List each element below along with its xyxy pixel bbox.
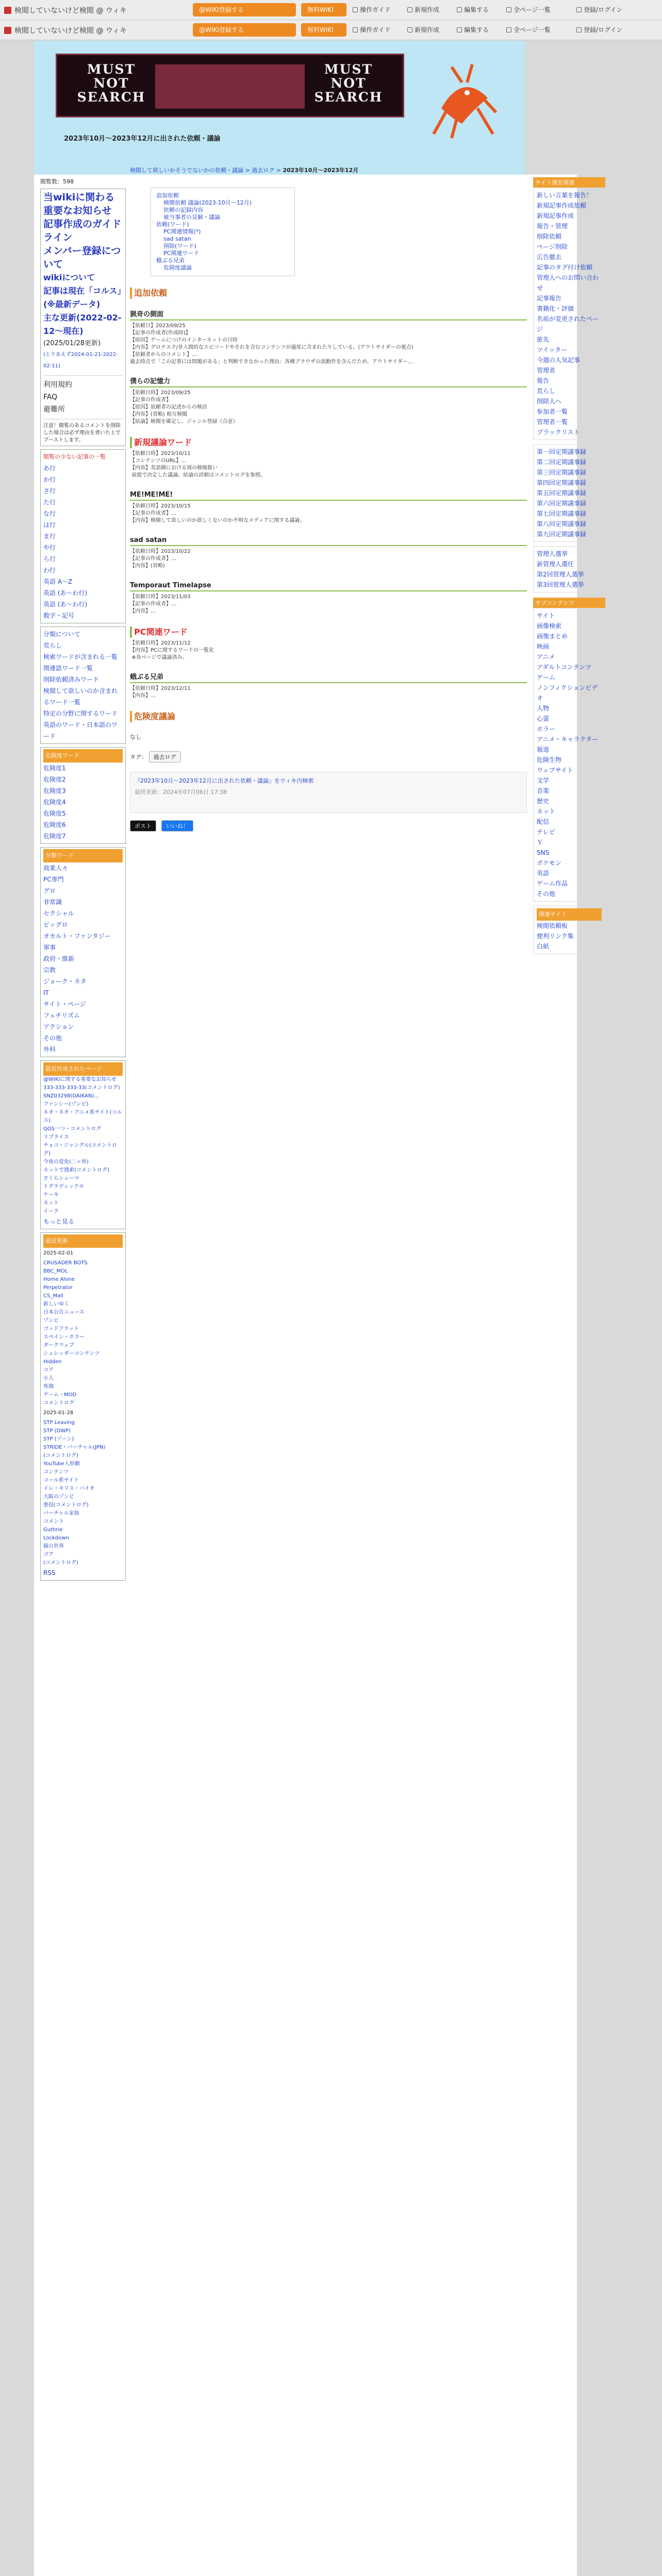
right-menu-item[interactable]: 今週の人気記事 (537, 357, 581, 364)
section-body: 【依頼日】2023/09/25 【記事の作成者(作成時)】 【原因】ゲームにつけのインターネットの日時 【内容】グロテスク/非人間的なエピソードやそれを含むコンテンツが過度に含まれたりしている。(アウトサイダーの視点) 【依頼者からのコメント】… 過去時点で「この記事には問題がある」と判断できなかった理由：各種ブラウザの誤動作を含んだため、アウトサイダー… (130, 323, 413, 365)
recent-update-item[interactable]: スペイン・ホラー (43, 1334, 85, 1340)
section-heading: 追加依頼 (130, 287, 527, 299)
sns-buttons (130, 820, 527, 832)
content-section (130, 490, 527, 524)
right-menu-item[interactable]: 削除人へ (537, 398, 562, 405)
meeting-item[interactable]: 第五回定期議事録 (537, 489, 587, 497)
category-word-item[interactable]: PC専門 (43, 876, 64, 883)
content-section (130, 581, 527, 615)
subcontent-item[interactable]: 文学 (537, 777, 550, 784)
breadcrumb-current: 2023年10月〜2023年12月 (283, 167, 359, 174)
breadcrumb-2[interactable]: 過去ログ (252, 167, 275, 174)
kana-en3[interactable]: 英語 (あ〜わ行) (43, 601, 88, 608)
login-icon (576, 27, 582, 32)
subcontent-item[interactable]: ゲーム (537, 674, 556, 681)
subcontent-item[interactable]: 映画 (537, 643, 550, 650)
recent-update-item[interactable]: ゴッドフラット (43, 1326, 79, 1332)
content-section (130, 437, 527, 479)
right-menu-item[interactable]: 荒らし (537, 387, 556, 395)
wiki-register-button-2[interactable]: @WIKI登録する (193, 23, 296, 37)
new-page-item[interactable]: ファンシー(ゾンビ) (43, 1101, 89, 1107)
toc-item[interactable]: 蛾ぶる兄弟 (156, 257, 185, 264)
danger-3[interactable]: 危険度3 (43, 787, 66, 794)
sections (130, 287, 527, 722)
subcontent-item[interactable]: アニメ (537, 653, 555, 660)
main-content (130, 166, 527, 832)
counter: 閲覧数：598 (40, 177, 126, 185)
kana-index (40, 449, 126, 623)
recent-update-item[interactable]: 大阪のゾンビ (43, 1494, 74, 1500)
recent-title: 最近更新 (43, 1234, 123, 1248)
kana-wa[interactable]: わ行 (43, 567, 56, 574)
right-menu-item[interactable]: 新規記事作成依頼 (537, 202, 587, 209)
recent-update-item[interactable]: CRUSADER BOTS (43, 1260, 88, 1266)
right-menu-item[interactable]: 記事のタグ付け依頼 (537, 264, 593, 271)
guide-icon (353, 27, 358, 32)
recent-list-2 (43, 1419, 123, 1567)
new-page-item[interactable]: チョコ・ジャングル(コメントログ) (43, 1143, 117, 1157)
recent-update-item[interactable]: Lockdown (43, 1535, 69, 1541)
right-menu-item[interactable]: 削除依頼 (537, 233, 562, 240)
category-word-item[interactable]: 外科 (43, 1046, 56, 1053)
free-wiki-button-2[interactable]: 無料WIKI (301, 23, 346, 37)
warning-note: 注意！閲覧のあるコメントを削除した場合は必ず理由を書いた上でブーストします。 (43, 423, 121, 443)
subcontent-item[interactable]: 音楽 (537, 787, 550, 794)
right-menu-item[interactable]: ブラックリスト (537, 429, 580, 436)
new-pages (40, 1060, 126, 1229)
recent-update-item[interactable]: Perpetrator (43, 1285, 73, 1291)
subcontent-item[interactable]: アダルトコンテンツ (537, 664, 592, 671)
recent-update-item[interactable]: ダークウェブ (43, 1343, 74, 1348)
nav-about[interactable]: wikiについて (43, 273, 95, 282)
category-word-item[interactable]: 政府・維新 (43, 955, 75, 962)
guide-icon (353, 7, 358, 12)
recent-update-item[interactable]: ゲーム・MOD (43, 1392, 77, 1398)
new-page-item[interactable]: ネオ・ネオ・アニメ系サイト(コルス) (43, 1110, 122, 1124)
new-page-icon (407, 7, 412, 12)
section-heading: 新規議論ワード (130, 437, 527, 448)
content-section (130, 536, 527, 570)
recent-update-item[interactable]: コール系サイト (43, 1478, 79, 1483)
new-page-item[interactable]: 今夜の変化(二ヶ所) (43, 1159, 89, 1165)
toc-item[interactable]: 被当事者の見解・議論 (163, 214, 220, 221)
recent-update-item[interactable]: Home Alone (43, 1277, 75, 1282)
recent-update-item[interactable]: CS_Mall (43, 1293, 63, 1299)
section-heading: Temporaut Timelapse (130, 581, 527, 591)
related-links-title: 関連サイト (537, 908, 602, 921)
subcontent-item[interactable]: 危険生物 (537, 756, 562, 764)
subcontent-item[interactable]: 歴史 (537, 798, 550, 805)
recent-update-item[interactable]: 新しいゆく (43, 1301, 69, 1307)
section-body: 【依頼日時】2023/12/11 【内容】… (130, 686, 191, 699)
category-word-item[interactable]: 宗教 (43, 967, 56, 974)
sitemap-faq[interactable]: FAQ (43, 393, 58, 401)
right-election-list (533, 546, 605, 592)
meeting-item[interactable]: 第六回定期議事録 (537, 500, 587, 507)
subcontent-item[interactable]: ポケモン (537, 859, 562, 867)
cat-related[interactable]: 関連語ワード一覧 (43, 665, 93, 672)
subcontent-item[interactable]: 人物 (537, 705, 550, 712)
category-word-item[interactable]: フェチリズム (43, 1012, 80, 1019)
meeting-item[interactable]: 第一回定期議事録 (537, 448, 587, 455)
kana-en2[interactable]: 英語 (あ〜わ行) (43, 589, 88, 597)
wiki-search-link[interactable]: 『2023年10月〜2023年12月に出された依頼・議論』をウィキ内検索 (135, 777, 314, 784)
content-section (130, 287, 527, 299)
kana-a[interactable]: あ行 (43, 465, 56, 472)
logo-graphic (155, 64, 305, 109)
new-page-item[interactable]: 333-333-333-33(コメントログ) (43, 1085, 120, 1091)
right-menu-item[interactable]: ページ削除 (537, 243, 568, 250)
section-heading: 危険度議論 (130, 711, 527, 722)
logo-text-right: MUST NOT SEARCH (314, 62, 383, 105)
right-menu-item[interactable]: 名前が変更されたページ (537, 315, 599, 333)
recent-update-item[interactable]: 鏡の世界 (43, 1544, 64, 1549)
left-menu (40, 189, 126, 446)
kana-num[interactable]: 数字・記号 (43, 612, 75, 619)
top-bar-secondary (0, 20, 662, 40)
crab-mascot-icon (431, 62, 497, 139)
toc-item[interactable]: 削除(ワード) (163, 243, 196, 249)
kana-en[interactable]: 英語 A〜Z (43, 578, 73, 585)
cat-deleted[interactable]: 削除依頼済みワード (43, 676, 100, 683)
recent-update-item[interactable]: コア (43, 1367, 54, 1373)
new-page-item[interactable]: トグラディックホ (43, 1184, 84, 1190)
recent-list (43, 1259, 123, 1408)
newpages-list (43, 1076, 123, 1216)
election-item[interactable]: 管理人選挙 (537, 550, 568, 557)
section-body: 【依頼日時】2023/10/11 【コンテンツのURL】… 【内容】英語圏における別の検閲扱い 前提で決定した議論。結論の詳細はコメントログを参照。 (130, 451, 266, 478)
toc-item[interactable]: PC関連ワード (163, 250, 200, 257)
recent-update-item[interactable]: 死傷 (43, 1384, 54, 1389)
newpages-title: 最近作成されたページ (43, 1062, 123, 1076)
section-heading: 僕らの記憶力 (130, 377, 527, 387)
tool-all-pages[interactable]: 全ページ一覧 (506, 5, 551, 14)
tool-all-pages-2[interactable]: 全ページ一覧 (506, 25, 551, 34)
breadcrumb-1[interactable]: 検閲して欲しいかそうでないかの依頼・議論 (130, 167, 243, 174)
right-menu-item[interactable]: 管理者 (537, 367, 556, 374)
danger-list (40, 747, 126, 844)
kana-na[interactable]: な行 (43, 510, 56, 517)
category-word-item[interactable]: グロ (43, 887, 56, 894)
toc-item[interactable]: 依頼の記録内容 (163, 207, 203, 213)
meeting-item[interactable]: 第四回定期議事録 (537, 479, 587, 486)
kana-ma[interactable]: ま行 (43, 533, 56, 540)
tag-label: タグ： (130, 754, 147, 760)
cat-lang[interactable]: 英語のワード・日本語のワード (43, 721, 118, 740)
post-button[interactable]: ポスト (130, 820, 156, 832)
kana-ka[interactable]: か行 (43, 476, 56, 483)
right-menu-item[interactable]: 報告・管理 (537, 223, 568, 230)
toc-item[interactable]: 危険度議論 (163, 264, 192, 271)
edit-icon (457, 27, 462, 32)
recent-update-item[interactable]: コンテンツ (43, 1469, 69, 1475)
nav-guideline[interactable]: 記事作成のガイドライン (43, 218, 122, 243)
danger-7[interactable]: 危険度7 (43, 833, 66, 840)
section-body: 【依頼日時】2023/11/03 【記事の作成者】… 【内容】… (130, 594, 191, 614)
right-menu-item[interactable]: 報告 (537, 377, 550, 384)
kana-ha[interactable]: は行 (43, 521, 56, 529)
subcontent-item[interactable]: ホラー (537, 725, 556, 733)
related-link-item[interactable]: 検閲依頼板 (537, 922, 568, 929)
recent-update-item[interactable]: イレ・キリス・バイオ (43, 1486, 95, 1492)
cat-troll[interactable]: 荒らし (43, 642, 62, 649)
content-section (130, 673, 527, 700)
danger-1[interactable]: 危険度1 (43, 765, 66, 772)
subcontent-item[interactable]: その他 (537, 890, 556, 897)
recent-date-2: 2025-01-28 (43, 1410, 74, 1416)
category-word-item[interactable]: ジョーク・ネタ (43, 978, 87, 985)
subcontent-item[interactable]: Ｙ (537, 839, 543, 846)
category-word-item[interactable]: オカルト・ファンタジー (43, 933, 111, 940)
subcontent-item[interactable]: 心霊 (537, 715, 550, 722)
recent-update-item[interactable]: Hidden (43, 1359, 62, 1365)
recent-update-item[interactable]: 悪役(コメントログ) (43, 1502, 89, 1508)
subcontent-item[interactable]: ノンフィクションビデオ (537, 684, 598, 702)
new-page-item[interactable]: ネットで捜索(コメントログ) (43, 1167, 109, 1173)
sitemap-terms[interactable]: 利用規約 (43, 381, 72, 389)
recent-update-item[interactable]: 小人 (43, 1376, 54, 1381)
meeting-item[interactable]: 第二回定期議事録 (537, 459, 587, 466)
danger-4[interactable]: 危険度4 (43, 799, 66, 806)
content-section (130, 711, 527, 722)
kana-title: 閲覧の少ない記事の一覧 (43, 453, 106, 460)
tool-guide-2[interactable]: 操作ガイド (353, 25, 391, 34)
content-section (130, 377, 527, 426)
list-icon (506, 7, 511, 12)
catwords-title: 分類ワード (43, 849, 123, 862)
right-menu-item[interactable]: 新規記事作成 (537, 212, 574, 219)
recent-update-item[interactable]: STP (DWP) (43, 1428, 71, 1434)
note: なし (130, 734, 141, 740)
new-page-item[interactable]: SNZ03298(DAIKAN)... (43, 1093, 99, 1099)
cat-field[interactable]: 特定の分野に関するワード (43, 710, 118, 717)
category-word-item[interactable]: その他 (43, 1035, 62, 1042)
right-menu-item[interactable]: 参加者一覧 (537, 408, 568, 415)
recent-update-item[interactable]: 日本公告ニュース (43, 1310, 85, 1315)
tool-edit[interactable]: 編集する (457, 5, 489, 14)
recent-update-item[interactable]: ゾンビ (43, 1318, 59, 1324)
recent-update-item[interactable]: STP Leaving (43, 1420, 75, 1426)
category-word-item[interactable]: IT (43, 989, 49, 996)
table-of-contents (151, 188, 295, 276)
new-page-icon (407, 27, 412, 32)
update-info[interactable]: (とりあえず2024-01-21-2022-02-11) (43, 352, 118, 369)
section-heading: PC関連ワード (130, 626, 527, 638)
recent-update-item[interactable]: ゴア (43, 1552, 54, 1557)
election-item[interactable]: 第3回管理人選挙 (537, 581, 584, 588)
meeting-item[interactable]: 第八回定期議事録 (537, 520, 587, 528)
cat-censor[interactable]: 検閲して欲しいのか含まれるワード一覧 (43, 687, 118, 706)
election-item[interactable]: 第2回管理人選挙 (537, 571, 584, 578)
left-sidebar (40, 177, 126, 1581)
tag-button[interactable]: 過去ログ (149, 751, 181, 762)
category-words (40, 847, 126, 1057)
free-wiki-button[interactable]: 無料WIKI (301, 3, 346, 16)
recent-update-item[interactable]: BBC_MOL (43, 1268, 68, 1274)
category-word-item[interactable]: アクション (43, 1023, 74, 1030)
kana-ya[interactable]: や行 (43, 544, 56, 551)
tool-new[interactable]: 新規作成 (407, 5, 439, 14)
site-icon (4, 7, 11, 14)
recent-updates (40, 1232, 126, 1581)
search-link-box (130, 772, 527, 813)
election-item[interactable]: 新管理人選任 (537, 561, 574, 568)
tag-line (130, 751, 527, 762)
recent-update-item[interactable]: コメントログ (43, 1400, 74, 1406)
tool-guide[interactable]: 操作ガイド (353, 5, 391, 14)
subcontent-item[interactable]: 配信 (537, 818, 550, 825)
top-bar (0, 0, 662, 20)
subcontent-title: サブコンテンツ (533, 598, 605, 608)
danger-2[interactable]: 危険度2 (43, 776, 66, 783)
section-body: 【依頼日時】2023/10/15 【記事の作成者】… 【内容】検閲して欲しいのか欲しくないのか不明なメディアに関する議論。 (130, 503, 305, 523)
subcontent-item[interactable]: 画像まとめ (537, 633, 568, 640)
recent-update-item[interactable]: STRIDE・バーチャル(JPN) (43, 1445, 106, 1450)
nav-updates[interactable]: 主な更新(2022-02-12〜現在) (43, 313, 122, 336)
subcontent-item[interactable]: 報道 (537, 746, 550, 753)
danger-title: 危険度ワード (43, 749, 123, 762)
subcontent-item[interactable]: 英語 (537, 870, 550, 877)
rss-link[interactable]: RSS (43, 1569, 56, 1577)
danger-6[interactable]: 危険度6 (43, 821, 66, 828)
more-link[interactable]: もっと見る (43, 1218, 75, 1225)
subcontent-item[interactable]: テレビ (537, 828, 555, 836)
new-page-item[interactable]: さくらシューマ (43, 1176, 79, 1181)
meeting-item[interactable]: 第三回定期議事録 (537, 469, 587, 476)
wiki-register-button[interactable]: @WIKI登録する (193, 3, 296, 16)
subcontent-item[interactable]: ゲーム作品 (537, 880, 568, 887)
new-page-item[interactable]: ネット (43, 1200, 59, 1206)
subcontent-item[interactable]: ネット (537, 808, 556, 815)
content-section (130, 310, 527, 366)
right-menu-item[interactable]: 管理人へのお問い合わせ (537, 274, 599, 292)
logo-text-left: MUST NOT SEARCH (77, 62, 146, 105)
list-icon (506, 27, 511, 32)
catwords-list (43, 862, 123, 1055)
recent-update-item[interactable]: コメント (43, 1519, 64, 1524)
section-heading: 猟奇の側面 (130, 310, 527, 320)
recent-update-item[interactable]: YouTube人形劇 (43, 1461, 80, 1467)
section-heading: sad satan (130, 536, 527, 546)
site-logo[interactable] (56, 54, 404, 117)
kana-sa[interactable]: さ行 (43, 487, 56, 495)
right-menu (533, 188, 605, 440)
subcontent-item[interactable]: 画像検索 (537, 622, 562, 630)
last-update: 最終更新：2024年07月06日 17:38 (135, 789, 227, 795)
recent-update-item[interactable]: バーチャル家族 (43, 1511, 79, 1516)
nav-member[interactable]: メンバー登録について (43, 245, 121, 270)
new-page-item[interactable]: QOS一つ・コメントログ (43, 1126, 102, 1132)
category-word-item[interactable]: セクシャル (43, 910, 74, 917)
tool-new-2[interactable]: 新規作成 (407, 25, 439, 34)
site-name-2[interactable]: 検閲していないけど検閲 @ ウィキ (4, 25, 127, 36)
recent-update-item[interactable]: シュレッダーコンテンツ (43, 1351, 100, 1357)
right-menu-item[interactable]: 新しい言葉を報告！ (537, 192, 593, 199)
toc-item[interactable]: PC関連情報(*) (163, 228, 201, 235)
right-sidebar (533, 177, 605, 954)
new-page-item[interactable]: イーク (43, 1209, 59, 1214)
related-link-item[interactable]: 白紙 (537, 943, 550, 950)
category-word-item[interactable]: 非常識 (43, 899, 62, 906)
recent-update-item[interactable]: Guthrie (43, 1527, 63, 1533)
site-name[interactable]: 検閲していないけど検閲 @ ウィキ (4, 5, 127, 15)
tool-login[interactable]: 登録/ログイン (576, 5, 622, 14)
category-word-item[interactable]: サイト・ページ (43, 1001, 86, 1008)
meeting-item[interactable]: 第九回定期議事録 (537, 531, 587, 538)
subcontent-item[interactable]: SNS (537, 849, 550, 856)
tool-login-2[interactable]: 登録/ログイン (576, 25, 622, 34)
new-page-item[interactable]: ケーキ (43, 1192, 59, 1198)
category-nav (40, 626, 126, 744)
kana-ta[interactable]: た行 (43, 499, 56, 506)
kana-ra[interactable]: ら行 (43, 555, 56, 563)
section-body: 【依頼日時】2023/09/25 【記事の作成者】 【原因】依頼者の記述からの検討 【内容】(省略) 相互検閲 【結論】検閲を確定し、ジャンル登録（合意） (130, 390, 238, 425)
toc-item[interactable]: 依頼(ワード) (156, 221, 189, 228)
category-word-item[interactable]: 軍事 (43, 944, 56, 951)
new-page-item[interactable]: @WIKIに関する重要なお知らせ (43, 1077, 117, 1082)
related-link-item[interactable]: 便利リンク集 (537, 933, 574, 940)
edit-icon (457, 7, 462, 12)
login-icon (576, 7, 582, 12)
recent-update-item[interactable]: (コメントログ) (43, 1453, 78, 1459)
meeting-item[interactable]: 第七回定期議事録 (537, 510, 587, 517)
section-body: 【依頼日時】2023/11/12 【内容】PCに関するワードの一覧化 ※各ページで議論済み。 (130, 640, 214, 660)
recent-date-1: 2025-02-01 (43, 1250, 74, 1256)
category-word-item[interactable]: 商業人々 (43, 865, 69, 872)
cat-search[interactable]: 検索ワードが含まれる一覧 (43, 653, 118, 660)
tool-edit-2[interactable]: 編集する (457, 25, 489, 34)
nav-notice[interactable]: 当wikiに関わる重要なお知らせ (43, 192, 115, 216)
toc-item[interactable]: 追加依頼 (156, 192, 179, 199)
subcontent-list (533, 608, 605, 902)
section-body: 【依頼日時】2023/10/22 【記事の作成者】… 【内容】(省略) (130, 549, 191, 569)
page-title: 2023年10月〜2023年12月に出された依頼・議論 (64, 135, 221, 143)
right-menu-item[interactable]: ツイッター (537, 346, 568, 353)
subcontent-item[interactable]: ウェブサイト (537, 767, 573, 774)
right-menu-item[interactable]: 管理者一覧 (537, 418, 568, 426)
right-title: サイト運営関連 (533, 177, 605, 188)
subcontent-item[interactable]: サイト (537, 612, 555, 619)
right-menu-item[interactable]: 旅先 (537, 336, 550, 343)
sitemap-refuge[interactable]: 避難所 (43, 405, 65, 414)
danger-5[interactable]: 危険度5 (43, 810, 66, 817)
category-word-item[interactable]: ビッグロ (43, 921, 68, 928)
right-meeting-list (533, 444, 605, 542)
section-heading: 蛾ぶる兄弟 (130, 673, 527, 683)
toc-item[interactable]: 検閲依頼 議論(2023-10月〜12月) (163, 199, 252, 206)
like-button[interactable]: いいね！ (161, 820, 193, 832)
cat-about[interactable]: 分類について (43, 631, 80, 638)
section-heading: ME!ME!ME! (130, 490, 527, 501)
toc-item[interactable]: sad satan (163, 235, 191, 242)
subcontent-item[interactable]: アニメ・キャラクター (537, 736, 599, 743)
site-icon (4, 27, 11, 34)
related-links (533, 906, 605, 954)
right-menu-item[interactable]: 書籍化・評価 (537, 305, 574, 312)
breadcrumb: 検閲して欲しいかそうでないかの依頼・議論 > 過去ログ > 2023年10月〜2023年12月 (130, 167, 359, 174)
right-menu-item[interactable]: 記事報告 (537, 295, 562, 302)
recent-update-item[interactable]: (コメントログ) (43, 1560, 78, 1566)
content-section (130, 626, 527, 662)
recent-update-item[interactable]: STP (ゾーン) (43, 1436, 74, 1442)
new-page-item[interactable]: リプライス (43, 1134, 69, 1140)
nav-update-date: (2025/01/28更新) (43, 340, 101, 347)
nav-current[interactable]: 記事は現在「コルス」(※最新データ) (43, 286, 122, 309)
right-menu-item[interactable]: 広告撤去 (537, 253, 562, 261)
